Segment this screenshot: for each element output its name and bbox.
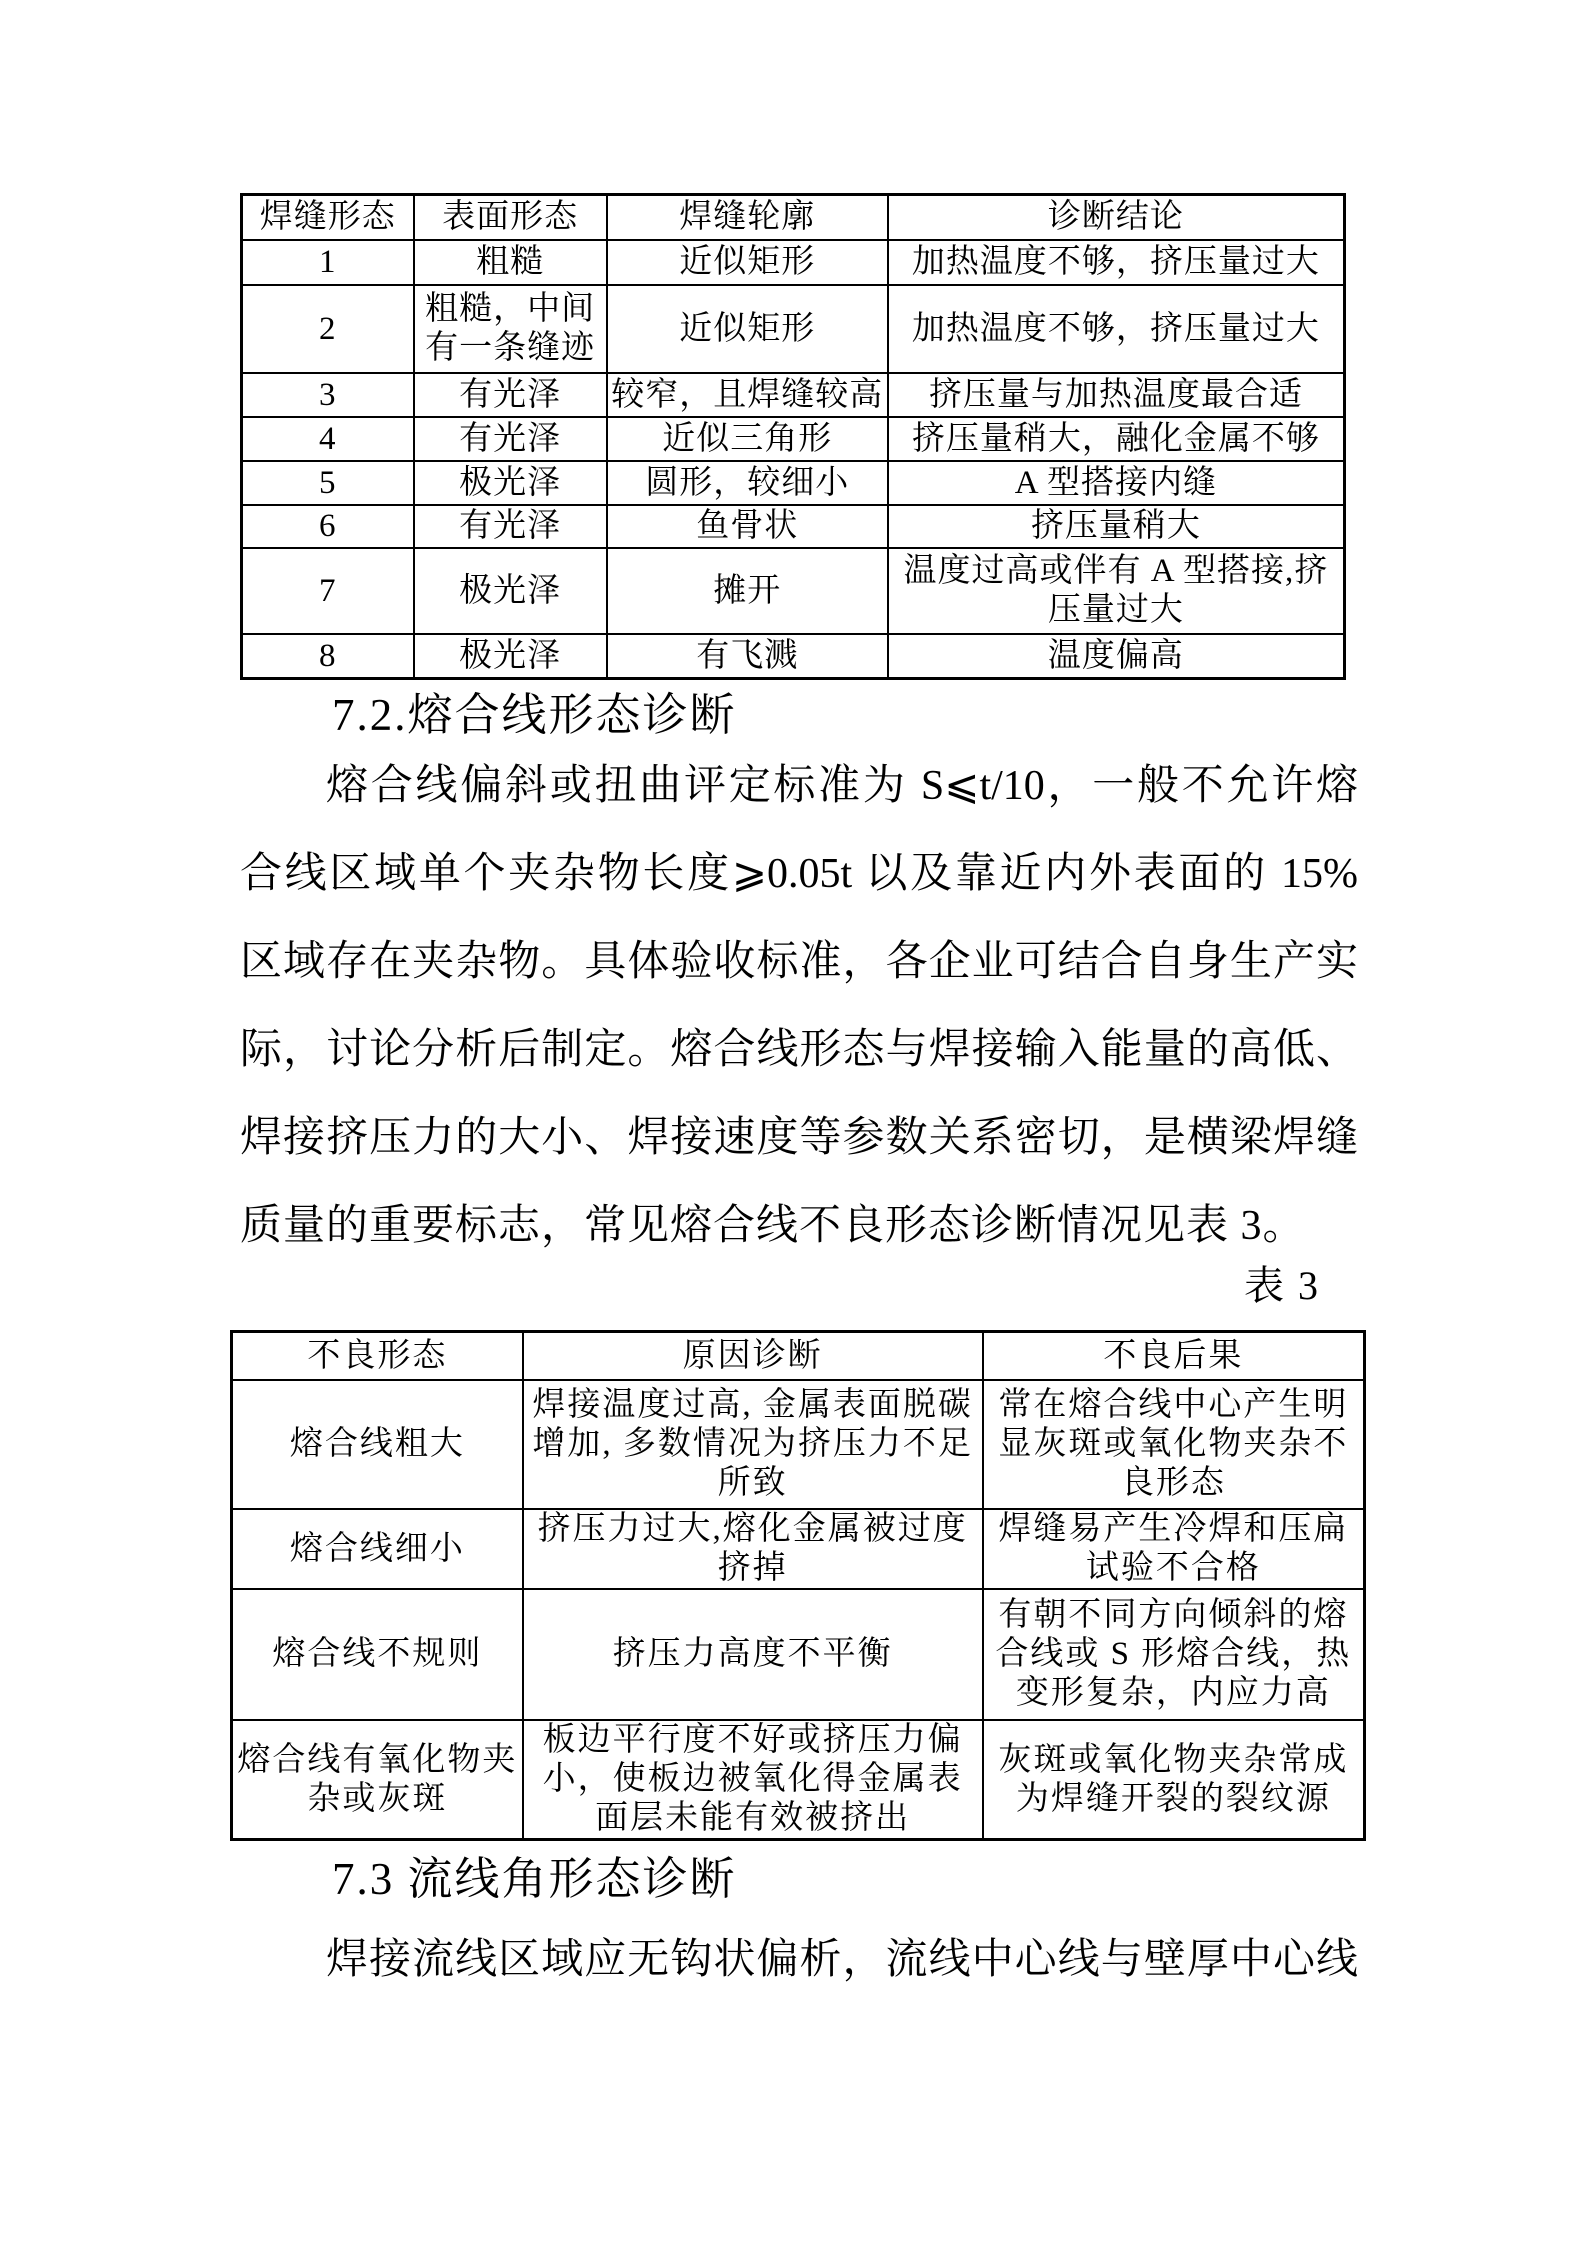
- table-cell: 挤压量稍大，融化金属不够: [888, 417, 1345, 461]
- table-cell: 挤压力高度不平衡: [523, 1589, 983, 1720]
- table-header-cell: 原因诊断: [523, 1332, 983, 1381]
- table-cell: 温度偏高: [888, 634, 1345, 679]
- table-cell: 常在熔合线中心产生明显灰斑或氧化物夹杂不良形态: [983, 1380, 1365, 1509]
- table-cell: 焊接温度过高, 金属表面脱碳增加, 多数情况为挤压力不足所致: [523, 1380, 983, 1509]
- table-cell: 有光泽: [414, 373, 607, 417]
- table-cell: 熔合线粗大: [232, 1380, 523, 1509]
- table-cell: 有飞溅: [607, 634, 888, 679]
- table-cell: 近似矩形: [607, 240, 888, 285]
- table-cell: 较窄，且焊缝较高: [607, 373, 888, 417]
- table-cell: 焊缝易产生冷焊和压扁试验不合格: [983, 1509, 1365, 1589]
- table-cell: 温度过高或伴有 A 型搭接,挤压量过大: [888, 548, 1345, 634]
- table-row: [242, 373, 1345, 417]
- fusion-line-defect-table: [230, 1330, 1366, 1841]
- table-cell: 有光泽: [414, 505, 607, 548]
- table-cell: 加热温度不够，挤压量过大: [888, 285, 1345, 373]
- table-cell: 3: [242, 373, 414, 417]
- table-row: [242, 505, 1345, 548]
- table-row: [242, 461, 1345, 505]
- table-row: [232, 1380, 1365, 1509]
- table-cell: 粗糙: [414, 240, 607, 285]
- table-row: [232, 1589, 1365, 1720]
- table-cell: 圆形，较细小: [607, 461, 888, 505]
- table-header-row: [242, 195, 1345, 241]
- table-cell: 粗糙，中间有一条缝迹: [414, 285, 607, 373]
- section-heading-7-3: 7.3 流线角形态诊断: [332, 1854, 737, 1904]
- table-header-cell: 不良后果: [983, 1332, 1365, 1381]
- table-cell: 5: [242, 461, 414, 505]
- table-cell: 8: [242, 634, 414, 679]
- table-cell: 鱼骨状: [607, 505, 888, 548]
- table-header-row: [232, 1332, 1365, 1381]
- table-cell: 挤压量稍大: [888, 505, 1345, 548]
- table-cell: 有光泽: [414, 417, 607, 461]
- table-row: [232, 1720, 1365, 1840]
- table-cell: 挤压量与加热温度最合适: [888, 373, 1345, 417]
- table-cell: 加热温度不够，挤压量过大: [888, 240, 1345, 285]
- section-heading-7-2: 7.2.熔合线形态诊断: [332, 690, 737, 740]
- paragraph-line: 合线区域单个夹杂物长度⩾0.05t 以及靠近内外表面的 15%: [240, 851, 1358, 897]
- paragraph-7-3: 焊接流线区域应无钩状偏析，流线中心线与壁厚中心线: [326, 1937, 1358, 1983]
- table-header-cell: 焊缝轮廓: [607, 195, 888, 241]
- weld-seam-form-table: [240, 193, 1346, 680]
- table-row: [242, 285, 1345, 373]
- table-cell: 近似三角形: [607, 417, 888, 461]
- table-header-cell: 表面形态: [414, 195, 607, 241]
- table-cell: 有朝不同方向倾斜的熔合线或 S 形熔合线，热变形复杂，内应力高: [983, 1589, 1365, 1720]
- table-row: [232, 1509, 1365, 1589]
- paragraph-7-2: [240, 742, 1358, 1270]
- table-cell: 极光泽: [414, 548, 607, 634]
- table-header-cell: 不良形态: [232, 1332, 523, 1381]
- table-cell: 6: [242, 505, 414, 548]
- table-row: [242, 240, 1345, 285]
- table-cell: 1: [242, 240, 414, 285]
- table-cell: 熔合线不规则: [232, 1589, 523, 1720]
- table-cell: 熔合线有氧化物夹杂或灰斑: [232, 1720, 523, 1840]
- table-cell: 7: [242, 548, 414, 634]
- table-row: [242, 548, 1345, 634]
- table-row: [242, 634, 1345, 679]
- table-header-cell: 焊缝形态: [242, 195, 414, 241]
- table3-caption: 表 3: [1244, 1263, 1320, 1308]
- table-row: [242, 417, 1345, 461]
- table-cell: 近似矩形: [607, 285, 888, 373]
- paragraph-line: 区域存在夹杂物。具体验收标准，各企业可结合自身生产实: [240, 939, 1358, 985]
- table-cell: 极光泽: [414, 461, 607, 505]
- paragraph-line: 质量的重要标志，常见熔合线不良形态诊断情况见表 3。: [240, 1203, 1306, 1249]
- table-cell: 板边平行度不好或挤压力偏小，使板边被氧化得金属表面层未能有效被挤出: [523, 1720, 983, 1840]
- paragraph-line: 焊接挤压力的大小、焊接速度等参数关系密切，是横梁焊缝: [240, 1115, 1358, 1161]
- table-cell: 2: [242, 285, 414, 373]
- table-cell: 挤压力过大,熔化金属被过度挤掉: [523, 1509, 983, 1589]
- table-cell: 4: [242, 417, 414, 461]
- table-header-cell: 诊断结论: [888, 195, 1345, 241]
- table-cell: 摊开: [607, 548, 888, 634]
- paragraph-line: 熔合线偏斜或扭曲评定标准为 S⩽t/10，一般不允许熔: [326, 763, 1358, 809]
- paragraph-line: 际，讨论分析后制定。熔合线形态与焊接输入能量的高低、: [240, 1027, 1358, 1073]
- table-cell: 熔合线细小: [232, 1509, 523, 1589]
- table-cell: 极光泽: [414, 634, 607, 679]
- table-cell: A 型搭接内缝: [888, 461, 1345, 505]
- table-cell: 灰斑或氧化物夹杂常成为焊缝开裂的裂纹源: [983, 1720, 1365, 1840]
